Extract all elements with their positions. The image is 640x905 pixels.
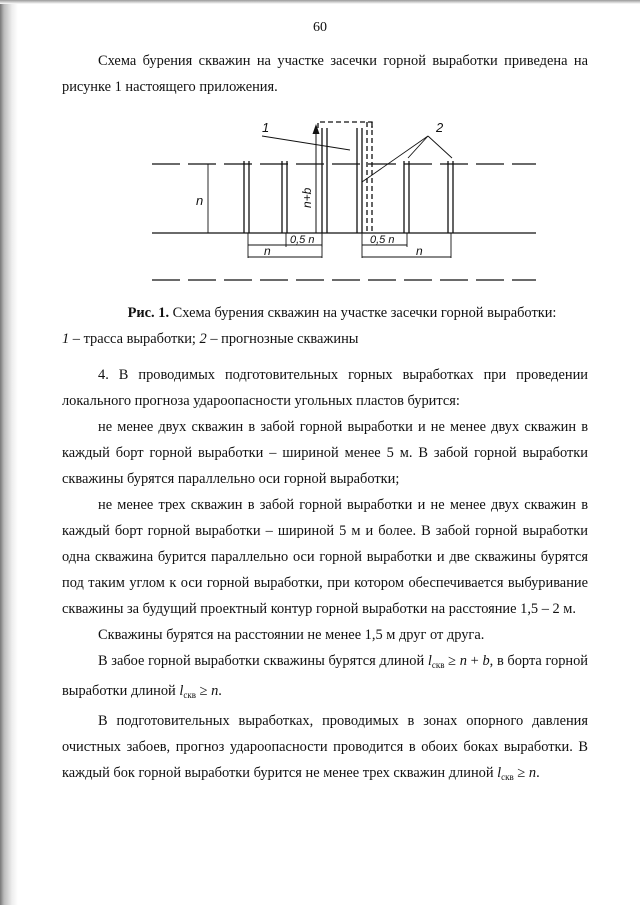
face-borehole-2	[357, 128, 362, 233]
legend-2-text: – прогнозные скважины	[206, 331, 359, 347]
figure-label-half-n-right: 0,5 n	[370, 234, 395, 246]
figure-caption	[62, 300, 588, 352]
intro-paragraph	[62, 48, 588, 100]
legend-1-number: 1	[62, 331, 70, 347]
paragraph-under-5m: не менее двух скважин в забой горной выработки и не менее двух скважин в каждый борт горной выработки – шириной менее 5 м. В забой горной выработки скважины бурятся параллельно оси горной выработки;	[62, 419, 588, 487]
body-text	[62, 362, 588, 790]
figure-label-n-bottom-left: n	[264, 244, 271, 258]
caption-legend	[62, 326, 588, 352]
right-borehole-1	[404, 161, 409, 233]
figure-label-n-left: n	[196, 193, 204, 208]
paragraph-5m-and-more: не менее трех скважин в забой горной выработки и не менее двух скважин в каждый борт горной выработки – шириной 5 м и более. В забой горной выработки одна скважина бурится параллельно оси горной выработки и две скважины бурятся под таким углом к оси горной выработки, при котором обеспечивается выбуривание скважины за будущий проектный контур горной выработки на расстояние 1,5 – 2 м.	[62, 497, 588, 617]
legend-2-number: 2	[199, 331, 207, 347]
figure-label-2: 2	[436, 120, 444, 135]
face-borehole-1	[322, 128, 327, 233]
figure-label-half-n-left: 0,5 n	[290, 234, 315, 246]
figure-label-n-bottom-right: n	[416, 244, 423, 258]
paragraph-length-rule: В забое горной выработки скважины бурятся длиной $l_{скв} \ge n + b$, в борта горной выработки длиной $l_{скв} \ge n$.	[62, 653, 589, 700]
right-borehole-2	[448, 161, 453, 233]
caption-title	[62, 300, 588, 326]
paragraph-support-pressure: В подготовительных выработках, проводимых в зонах опорного давления очистных забоев, прогноз удароопасности проводится в обоих боках выработки. В каждый бок горной выработки бурится не менее трех скважин длиной $l_{скв} \ge n$.	[62, 713, 588, 782]
label-1-leader	[262, 136, 350, 150]
paragraph-4: 4. В проводимых подготовительных горных выработках при проведении локального прогноза удароопасности угольных пластов бурится:	[62, 367, 588, 409]
scan-top-shadow	[0, 0, 640, 4]
left-borehole-1	[244, 161, 249, 233]
figure-label-n-plus-b: n+b	[300, 187, 314, 208]
paragraph-spacing: Скважины бурятся на расстоянии не менее 1,5 м друг от друга.	[98, 627, 485, 643]
legend-1-text: – трасса выработки;	[69, 331, 200, 347]
intro-text: Схема бурения скважин на участке засечки горной выработки приведена на рисунке 1 настоящего приложения.	[62, 53, 588, 95]
caption-title-text: Схема бурения скважин на участке засечки горной выработки:	[169, 305, 557, 321]
figure-label-1: 1	[262, 120, 270, 135]
page-number: 60	[313, 20, 327, 35]
caption-figure-number: Рис. 1.	[127, 305, 170, 321]
projection-box	[318, 122, 372, 128]
left-borehole-2	[282, 161, 287, 233]
drilling-scheme-figure	[0, 112, 640, 292]
